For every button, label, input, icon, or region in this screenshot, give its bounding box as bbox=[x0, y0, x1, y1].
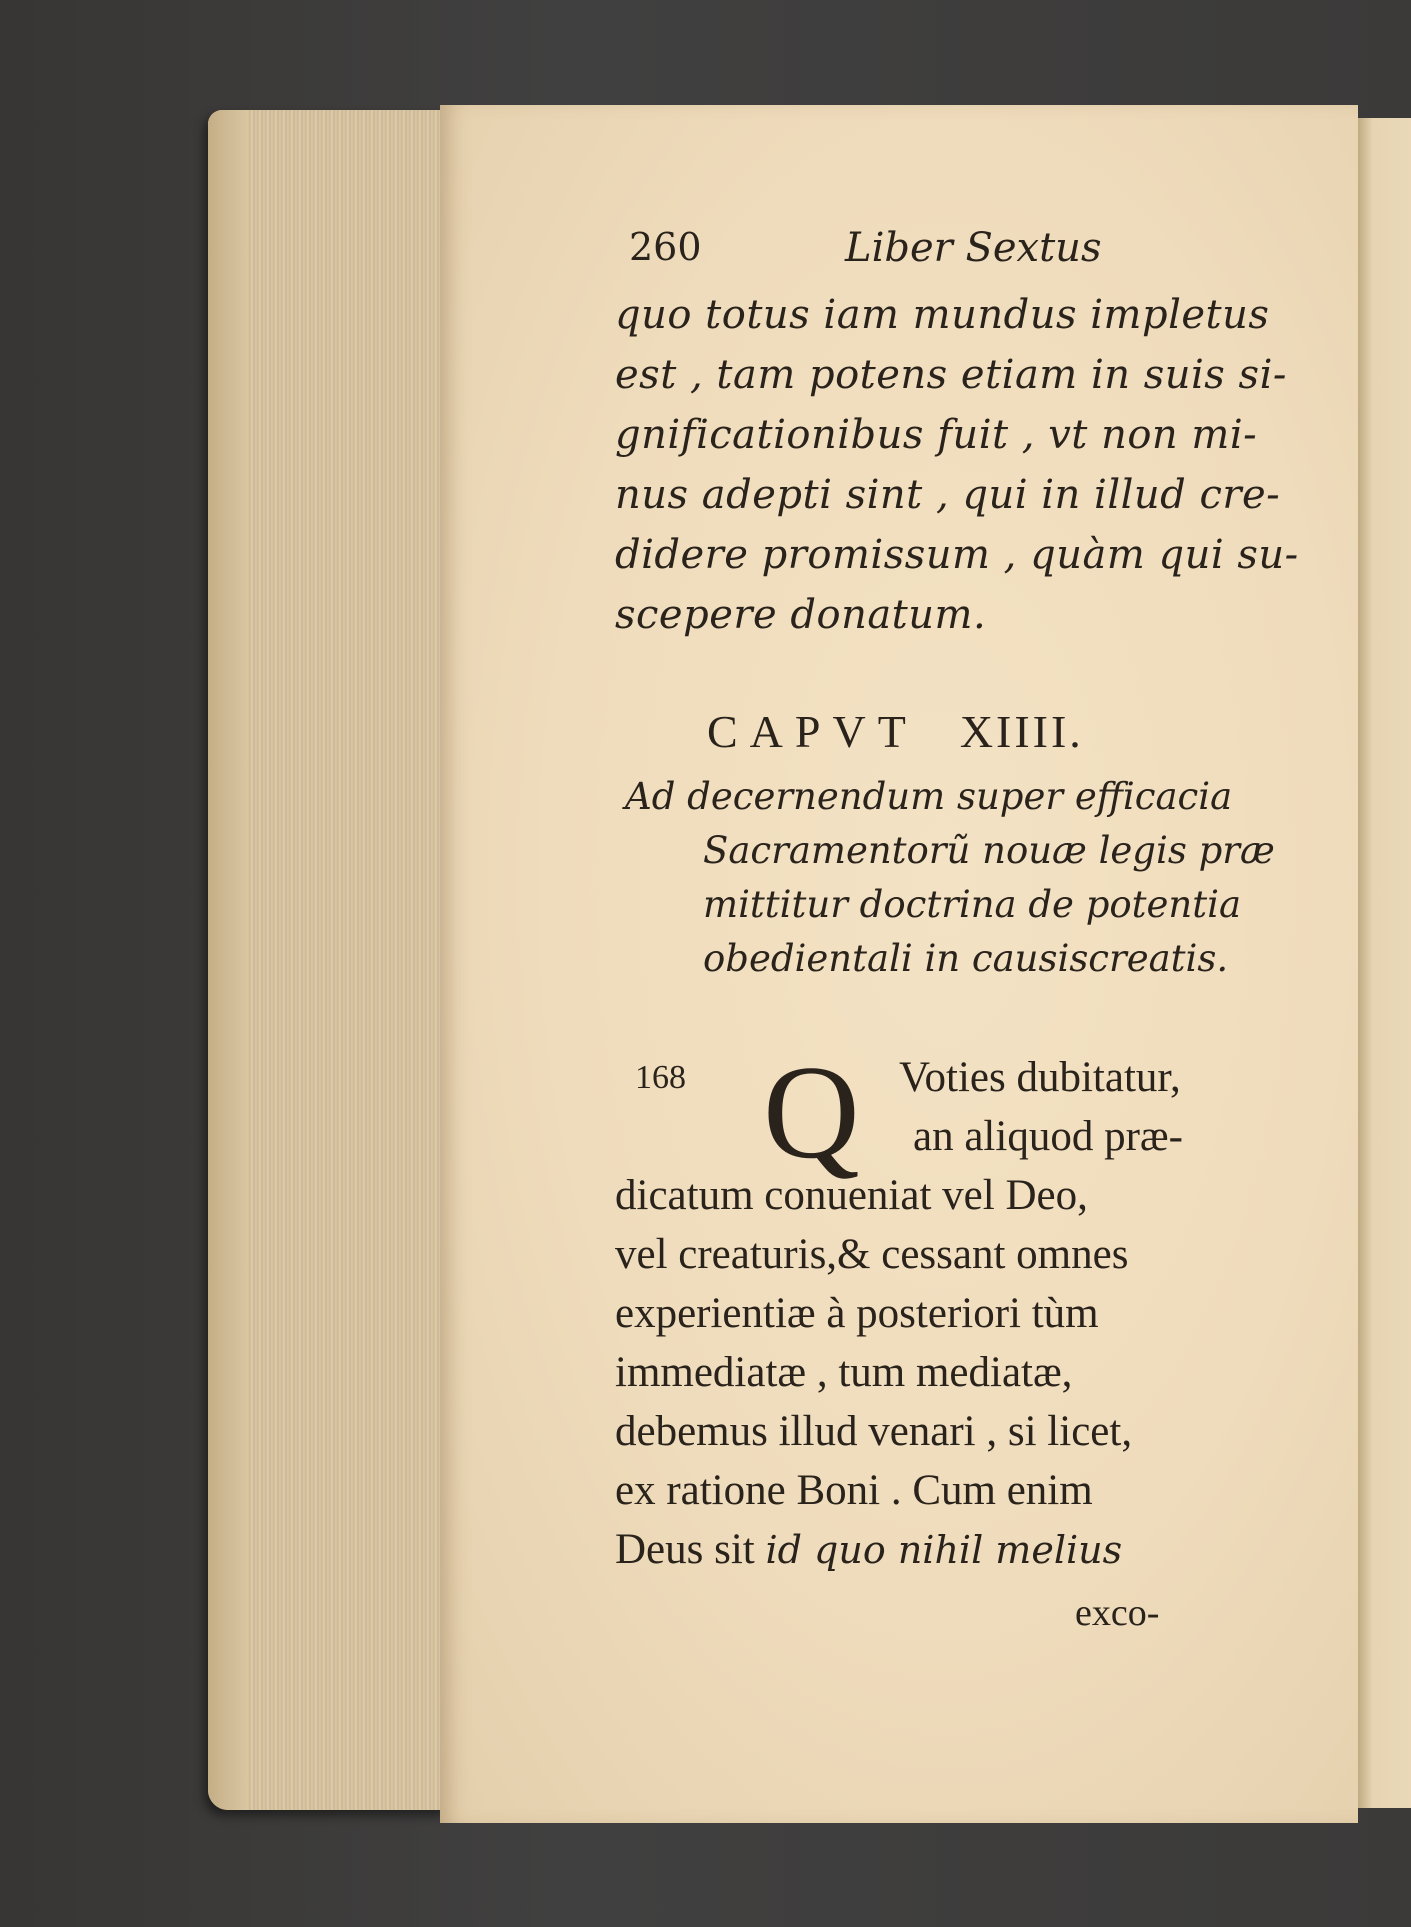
body-line: immediatæ , tum mediatæ, bbox=[615, 1349, 1073, 1396]
book-page-edges bbox=[208, 110, 448, 1810]
text-line: quo totus iam mundus impletus bbox=[615, 292, 1270, 338]
intro-text bbox=[615, 285, 1299, 645]
body-line: debemus illud venari , si licet, bbox=[615, 1408, 1133, 1455]
summary-line: mittitur doctrina de potentia bbox=[703, 883, 1242, 926]
drop-cap: Q bbox=[763, 1038, 860, 1186]
body-line: experientiæ à posteriori tùm bbox=[615, 1290, 1099, 1337]
chapter-label: CAPVT bbox=[707, 706, 918, 757]
text-line: est , tam potens etiam in suis si- bbox=[615, 352, 1287, 398]
chapter-number: XIIII. bbox=[959, 706, 1084, 757]
chapter-summary bbox=[615, 770, 1275, 986]
body-line: dicatum conueniat vel Deo, bbox=[615, 1172, 1088, 1219]
summary-line: Sacramentorũ nouæ legis præ bbox=[703, 829, 1275, 872]
page-text-block bbox=[615, 225, 1299, 1643]
catchword: exco- bbox=[1075, 1592, 1160, 1634]
body-line: vel creaturis,& cessant omnes bbox=[615, 1231, 1129, 1278]
chapter-heading bbox=[615, 705, 1275, 758]
page-number: 260 bbox=[629, 225, 702, 269]
body-line bbox=[615, 1520, 1275, 1580]
running-head bbox=[615, 225, 1275, 285]
summary-line: Ad decernendum super efficacia bbox=[625, 775, 1233, 818]
text-line: didere promissum , quàm qui su- bbox=[615, 532, 1299, 578]
body-line: Voties dubitatur, bbox=[899, 1054, 1181, 1101]
paragraph-number: 168 bbox=[635, 1059, 686, 1096]
paragraph-168 bbox=[615, 1038, 1275, 1643]
text-line: nus adepti sint , qui in illud cre- bbox=[615, 472, 1281, 518]
body-line-italic: id quo nihil melius bbox=[765, 1528, 1123, 1572]
text-line: gnificationibus fuit , vt non mi- bbox=[615, 412, 1258, 458]
running-title: Liber Sextus bbox=[845, 225, 1102, 271]
summary-line: obedientali in causiscreatis. bbox=[703, 937, 1229, 980]
body-line-start: Deus sit bbox=[615, 1526, 755, 1573]
facing-page-edge bbox=[1355, 118, 1411, 1808]
body-line: an aliquod præ- bbox=[913, 1113, 1183, 1160]
text-line: scepere donatum. bbox=[615, 592, 987, 638]
body-line: ex ratione Boni . Cum enim bbox=[615, 1467, 1093, 1514]
